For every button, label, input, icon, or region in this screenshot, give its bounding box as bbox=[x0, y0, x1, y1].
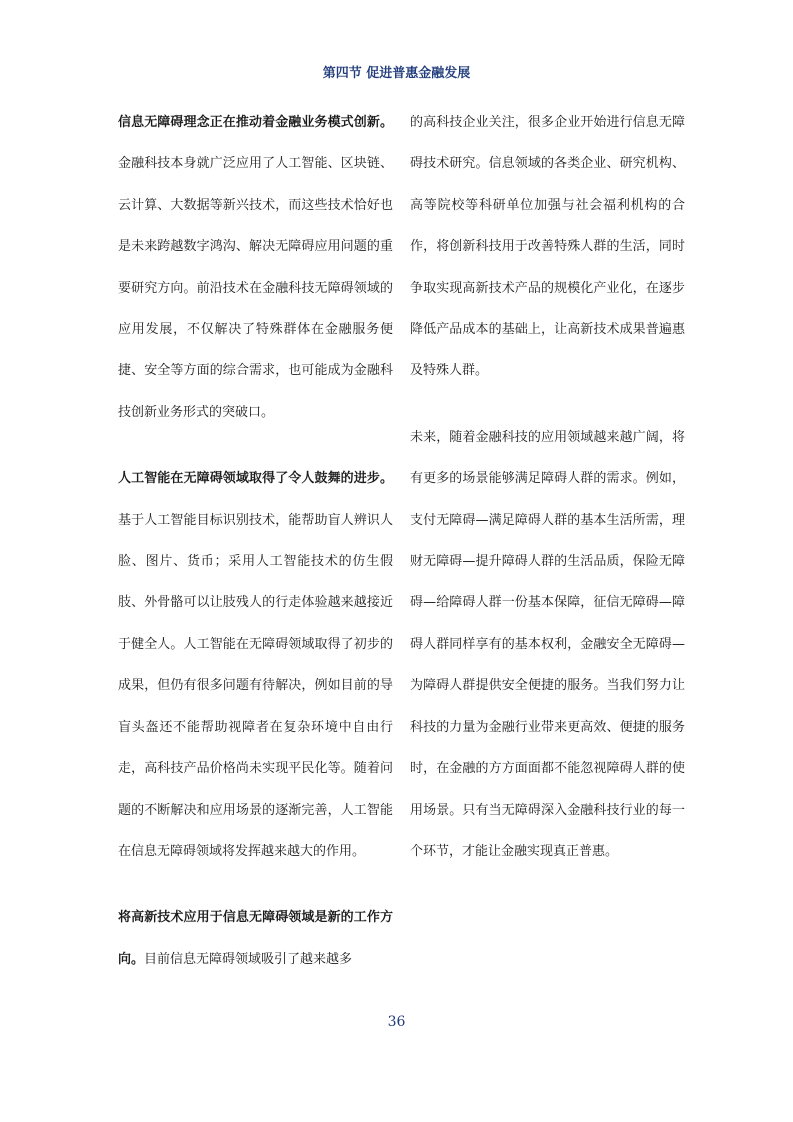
paragraph-body: 的高科技企业关注，很多企业开始进行信息无障碍技术研究。信息领域的各类企业、研究机构、高等院校等科研单位加强与社会福利机构的合作，将创新科技用于改善特殊人群的生活，同时争取实现高新技术产品的规模化产业化，在逐步降低产品成本的基础上，让高新技术成果普遍惠及特殊人群。 bbox=[410, 115, 685, 379]
section-header: 第四节 促进普惠金融发展 bbox=[322, 66, 471, 81]
paragraph-future bbox=[410, 417, 685, 872]
paragraph-hightech-continued bbox=[410, 102, 685, 392]
paragraph-ai-progress bbox=[118, 458, 393, 872]
paragraph-ai-finance-innovation bbox=[118, 102, 393, 433]
paragraph-lead: 信息无障碍理念正在推动着金融业务模式创新。 bbox=[118, 115, 393, 130]
paragraph-body: 金融科技本身就广泛应用了人工智能、区块链、云计算、大数据等新兴技术，而这些技术恰好也是未来跨越数字鸿沟、解决无障碍应用问题的重要研究方向。前沿技术在金融科技无障碍领域的应用发展，不仅解决了特殊群体在金融服务便捷、安全等方面的综合需求，也可能成为金融科技创新业务形式的突破口。 bbox=[118, 156, 393, 420]
paragraph-body: 目前信息无障碍领域吸引了越来越多 bbox=[144, 951, 353, 967]
paragraph-body: 基于人工智能目标识别技术，能帮助盲人辨识人脸、图片、货币；采用人工智能技术的仿生假肢、外骨骼可以让肢残人的行走体验越来越接近于健全人。人工智能在无障碍领域取得了初步的成果，但仍有很多问题有待解决，例如目前的导盲头盔还不能帮助视障者在复杂环境中自由行走，高科技产品价格尚未实现平民化等。随着问题的不断解决和应用场景的逐渐完善，人工智能在信息无障碍领域将发挥越来越大的作用。 bbox=[118, 512, 393, 859]
right-column bbox=[410, 102, 685, 872]
paragraph-new-direction bbox=[118, 897, 393, 980]
paragraph-body: 未来，随着金融科技的应用领域越来越广阔，将有更多的场景能够满足障碍人群的需求。例如，支付无障碍—满足障碍人群的基本生活所需，理财无障碍—提升障碍人群的生活品质，保险无障碍—给障碍人群一份基本保障，征信无障碍—障碍人群同样享有的基本权利，金融安全无障碍—为障碍人群提供安全便捷的服务。当我们努力让科技的力量为金融行业带来更高效、便捷的服务时，在金融的方方面面都不能忽视障碍人群的使用场景。只有当无障碍深入金融科技行业的每一个环节，才能让金融实现真正普惠。 bbox=[410, 429, 685, 859]
page-number: 36 bbox=[387, 1014, 406, 1030]
paragraph-lead: 人工智能在无障碍领域取得了令人鼓舞的进步。 bbox=[118, 471, 393, 487]
left-column bbox=[118, 102, 393, 980]
paragraph-lead: 将高新技术应用于信息无障碍领域是新的工作方向。 bbox=[118, 910, 393, 967]
